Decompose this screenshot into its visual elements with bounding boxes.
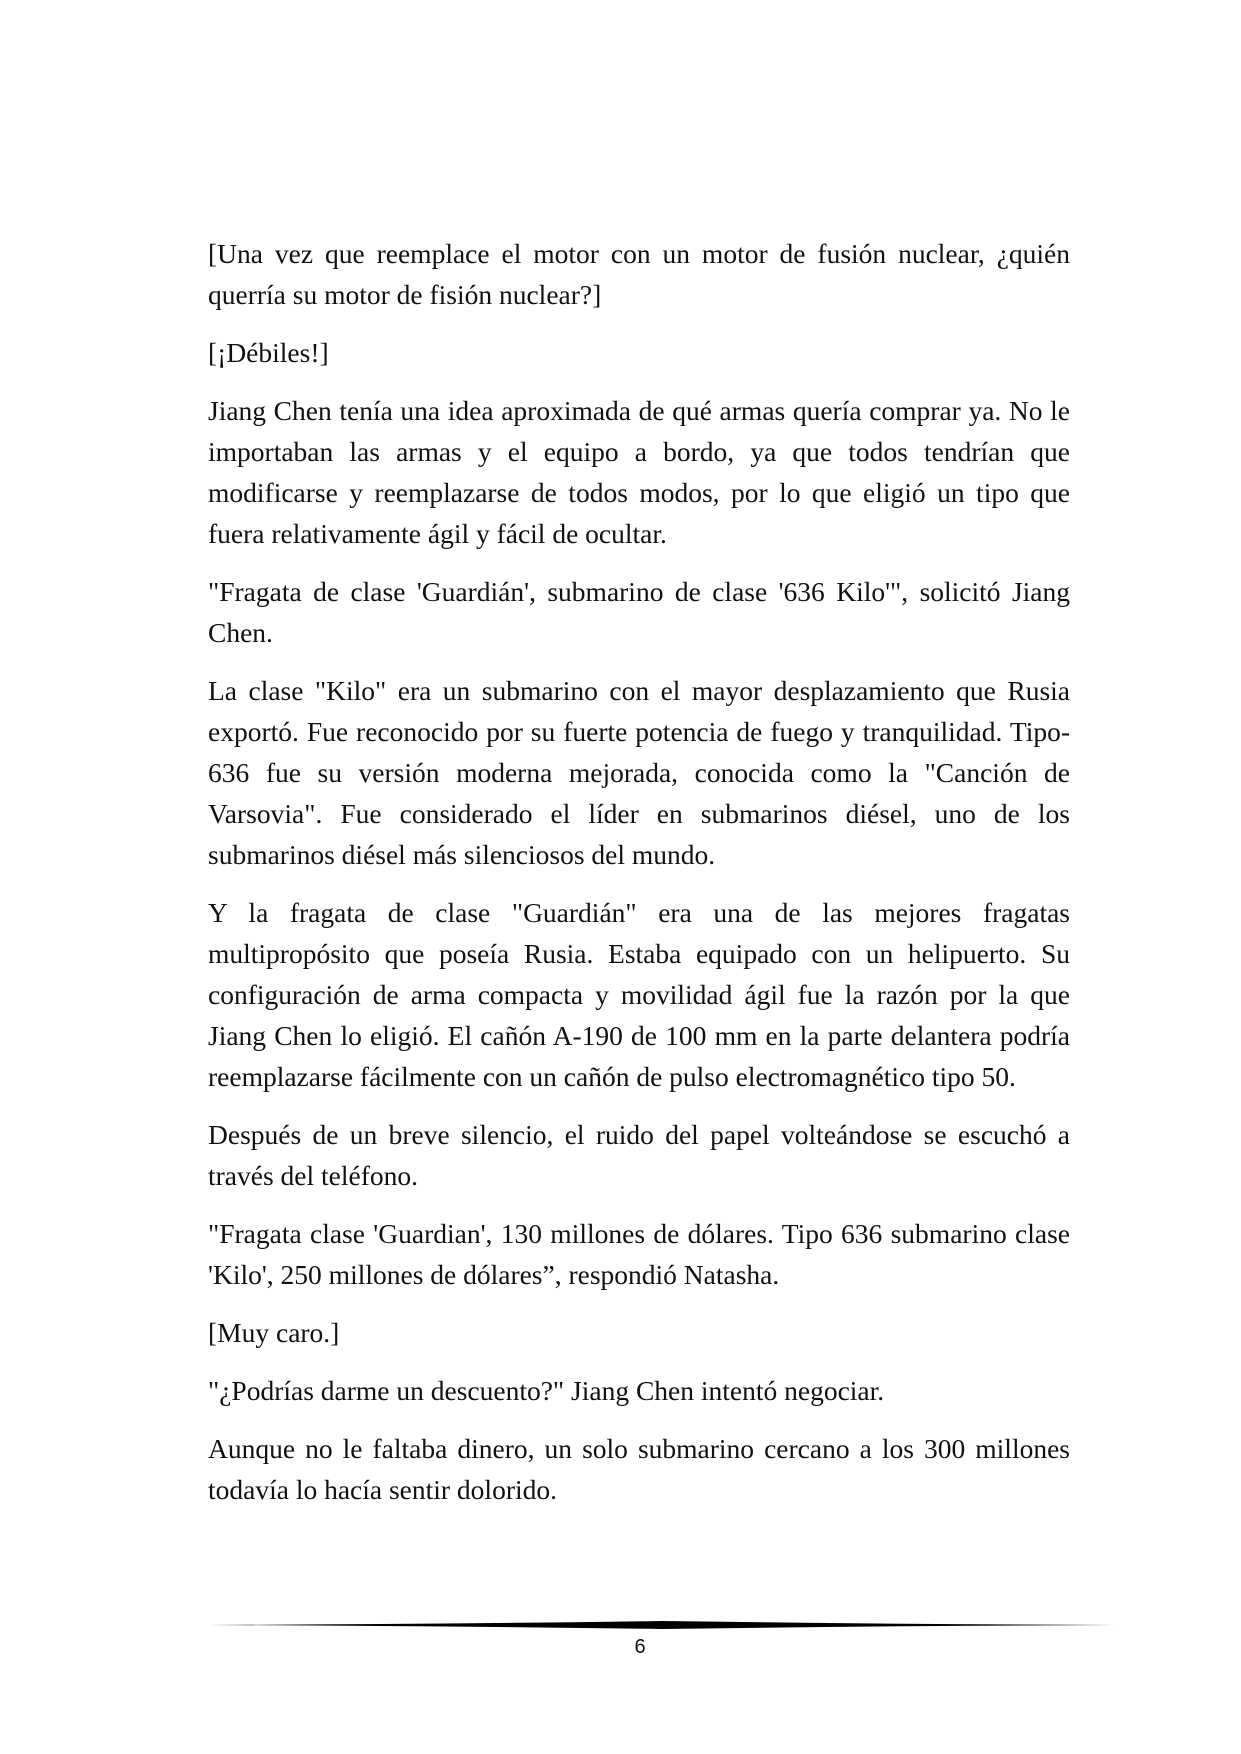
paragraph: "Fragata clase 'Guardian', 130 millones de dólares. Tipo 636 submarino clase 'Kilo', 250 millones de dólares”, respondió Natasha. — [208, 1218, 1070, 1290]
paragraph: "¿Podrías darme un descuento?" Jiang Chen intentó negociar. — [208, 1375, 885, 1406]
page-number: 6 — [634, 1636, 646, 1658]
paragraph: La clase "Kilo" era un submarino con el mayor desplazamiento que Rusia exportó. Fue reconocido por su fuerte potencia de fuego y tranquilidad. Tipo-636 fue su versión moderna mejorada, conocida como la "Canción de Varsovia". Fue considerado el líder en submarinos diésel, uno de los submarinos diésel más silenciosos del mundo. — [208, 675, 1070, 870]
body-text — [208, 233, 1070, 1527]
paragraph: Jiang Chen tenía una idea aproximada de qué armas quería comprar ya. No le importaban las armas y el equipo a bordo, ya que todos tendrían que modificarse y reemplazarse de todos modos, por lo que eligió un tipo que fuera relativamente ágil y fácil de ocultar. — [208, 395, 1070, 549]
paragraph: [Una vez que reemplace el motor con un motor de fusión nuclear, ¿quién querría su motor de fisión nuclear?] — [208, 238, 1070, 310]
paragraph: [Muy caro.] — [208, 1317, 340, 1348]
footer-rule — [208, 1620, 1116, 1630]
paragraph: Después de un breve silencio, el ruido del papel volteándose se escuchó a través del teléfono. — [208, 1119, 1070, 1191]
paragraph: [¡Débiles!] — [208, 337, 329, 368]
paragraph: "Fragata de clase 'Guardián', submarino de clase '636 Kilo'", solicitó Jiang Chen. — [208, 576, 1070, 648]
paragraph: Aunque no le faltaba dinero, un solo submarino cercano a los 300 millones todavía lo hacía sentir dolorido. — [208, 1433, 1070, 1505]
paragraph: Y la fragata de clase "Guardián" era una de las mejores fragatas multipropósito que poseía Rusia. Estaba equipado con un helipuerto. Su configuración de arma compacta y movilidad ágil fue la razón por la que Jiang Chen lo eligió. El cañón A-190 de 100 mm en la parte delantera podría reemplazarse fácilmente con un cañón de pulso electromagnético tipo 50. — [208, 897, 1070, 1092]
